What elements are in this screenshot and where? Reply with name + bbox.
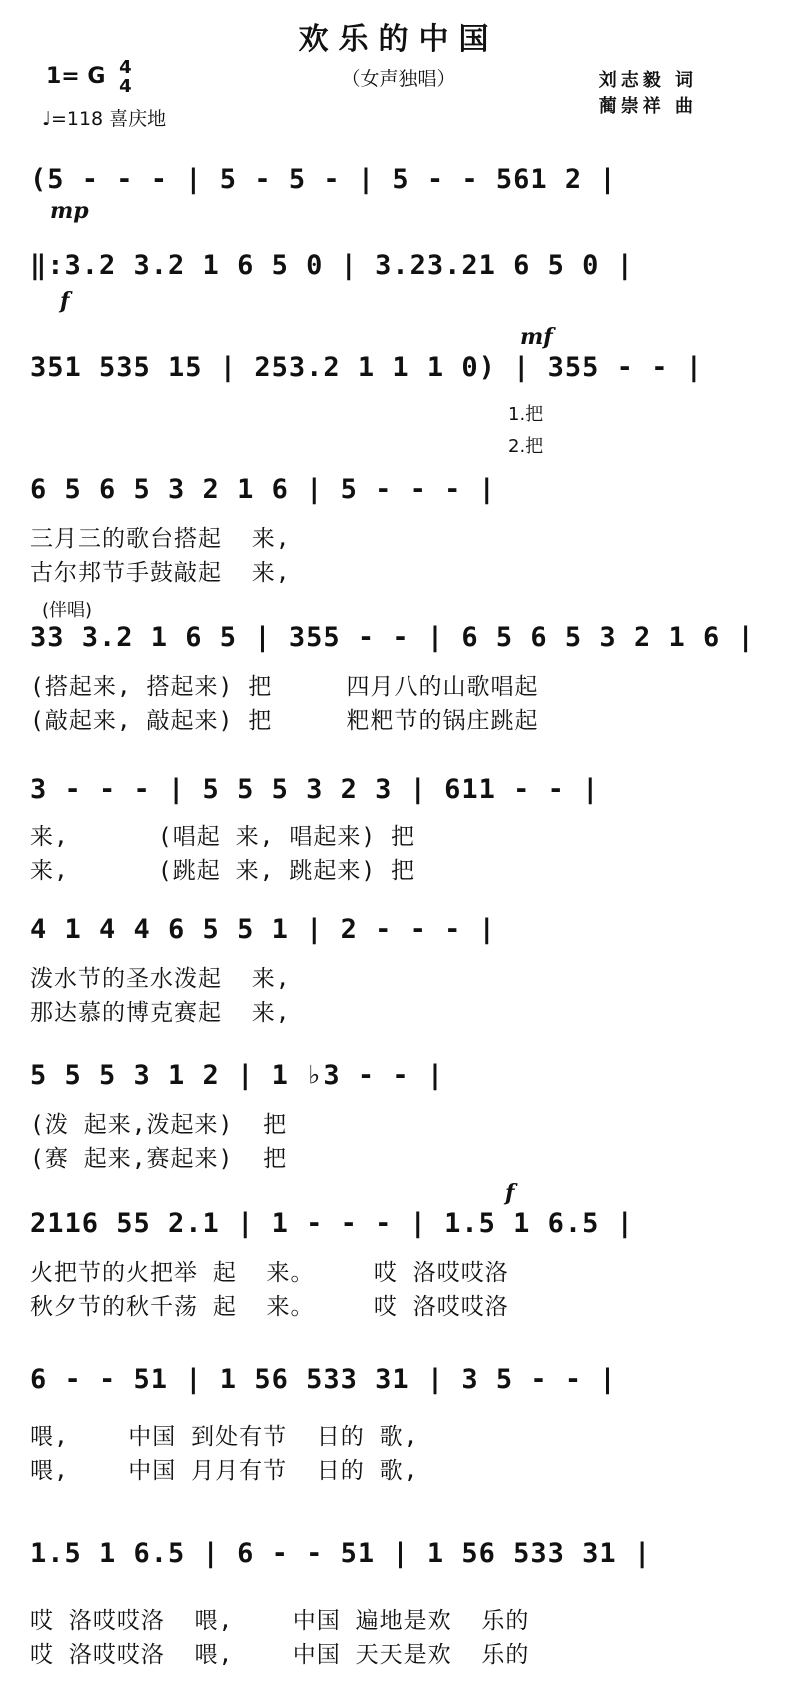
score-line-3 bbox=[30, 324, 770, 457]
notes-line-3: 351 535 15 | 253.2 1 1 1 0) | 355 - - | bbox=[30, 352, 703, 383]
lyric-verse-1: 三月三的歌台搭起 来, bbox=[30, 526, 291, 552]
lyric-verse-1: 哎 洛哎哎洛 喂, 中国 遍地是欢 乐的 bbox=[30, 1608, 530, 1634]
lyricist-credit: 刘志毅 词 bbox=[598, 70, 697, 91]
key-signature bbox=[46, 58, 132, 96]
song-subtitle: （女声独唱） bbox=[341, 68, 456, 90]
score-line-2 bbox=[30, 246, 770, 316]
score-line-6 bbox=[30, 770, 770, 890]
time-bottom: 4 bbox=[119, 76, 132, 97]
lyric-verse-1: (泼 起来,泼起来) 把 bbox=[30, 1112, 288, 1138]
lyric-verse-2: 喂, 中国 月月有节 日的 歌, bbox=[30, 1458, 419, 1484]
notes-line-1: (5 - - - | 5 - 5 - | 5 - - 561 2 | bbox=[30, 164, 617, 195]
notes-line-6: 3 - - - | 5 5 5 3 2 3 | 611 - - | bbox=[30, 774, 600, 805]
lyric-verse-2: (敲起来, 敲起来) 把 粑粑节的锅庄跳起 bbox=[30, 708, 539, 734]
song-title: 欢乐的中国 bbox=[298, 22, 499, 57]
dynamic-mark: f bbox=[505, 1180, 515, 1206]
score-line-1 bbox=[30, 160, 770, 224]
volta-second-ending: 2.把 bbox=[508, 436, 544, 457]
notes-line-5: 33 3.2 1 6 5 | 355 - - | 6 5 6 5 3 2 1 6 | bbox=[30, 622, 755, 653]
lyric-verse-2: 来, (跳起 来, 跳起来) 把 bbox=[30, 858, 416, 884]
notes-line-11: 1.5 1 6.5 | 6 - - 51 | 1 56 533 31 | bbox=[30, 1538, 652, 1569]
dynamic-mark: f bbox=[60, 288, 70, 314]
lyric-verse-2: 秋夕节的秋千荡 起 来。 哎 洛哎哎洛 bbox=[30, 1294, 509, 1320]
notes-line-8: 5 5 5 3 1 2 | 1 ♭3 - - | bbox=[30, 1060, 445, 1091]
notes-line-10: 6 - - 51 | 1 56 533 31 | 3 5 - - | bbox=[30, 1364, 617, 1395]
lyric-verse-2: (赛 起来,赛起来) 把 bbox=[30, 1146, 288, 1172]
score-line-7 bbox=[30, 910, 770, 1030]
lyric-verse-1: (搭起来, 搭起来) 把 四月八的山歌唱起 bbox=[30, 674, 539, 700]
volta-first-ending: 1.把 bbox=[508, 404, 544, 425]
score-line-9 bbox=[30, 1180, 770, 1320]
lyric-verse-2: 哎 洛哎哎洛 喂, 中国 天天是欢 乐的 bbox=[30, 1642, 530, 1668]
composer-credit: 蔺崇祥 曲 bbox=[598, 96, 697, 117]
score-line-10 bbox=[30, 1358, 770, 1498]
score-line-8 bbox=[30, 1048, 770, 1178]
notes-line-9: 2116 55 2.1 | 1 - - - | 1.5 1 6.5 | bbox=[30, 1208, 634, 1239]
notes-line-7: 4 1 4 4 6 5 5 1 | 2 - - - | bbox=[30, 914, 496, 945]
dynamic-mark: mf bbox=[520, 324, 553, 350]
chorus-label: (伴唱) bbox=[42, 600, 93, 621]
lyric-verse-2: 那达慕的博克赛起 来, bbox=[30, 1000, 291, 1026]
lyric-verse-1: 火把节的火把举 起 来。 哎 洛哎哎洛 bbox=[30, 1260, 509, 1286]
notes-line-4: 6 5 6 5 3 2 1 6 | 5 - - - | bbox=[30, 474, 496, 505]
score-line-5 bbox=[30, 596, 770, 746]
key-label: 1= G bbox=[46, 64, 106, 89]
time-top: 4 bbox=[119, 57, 132, 78]
score-line-4 bbox=[30, 470, 770, 590]
dynamic-mark: mp bbox=[50, 198, 89, 224]
tempo-marking: ♩=118 喜庆地 bbox=[42, 108, 167, 130]
lyric-verse-2: 古尔邦节手鼓敲起 来, bbox=[30, 560, 291, 586]
lyric-verse-1: 喂, 中国 到处有节 日的 歌, bbox=[30, 1424, 419, 1450]
score-line-11 bbox=[30, 1532, 770, 1682]
lyric-verse-1: 泼水节的圣水泼起 来, bbox=[30, 966, 291, 992]
notes-line-2: ‖:3.2 3.2 1 6 5 0 | 3.23.21 6 5 0 | bbox=[30, 250, 634, 281]
time-signature bbox=[119, 58, 132, 96]
lyric-verse-1: 来, (唱起 来, 唱起来) 把 bbox=[30, 824, 416, 850]
